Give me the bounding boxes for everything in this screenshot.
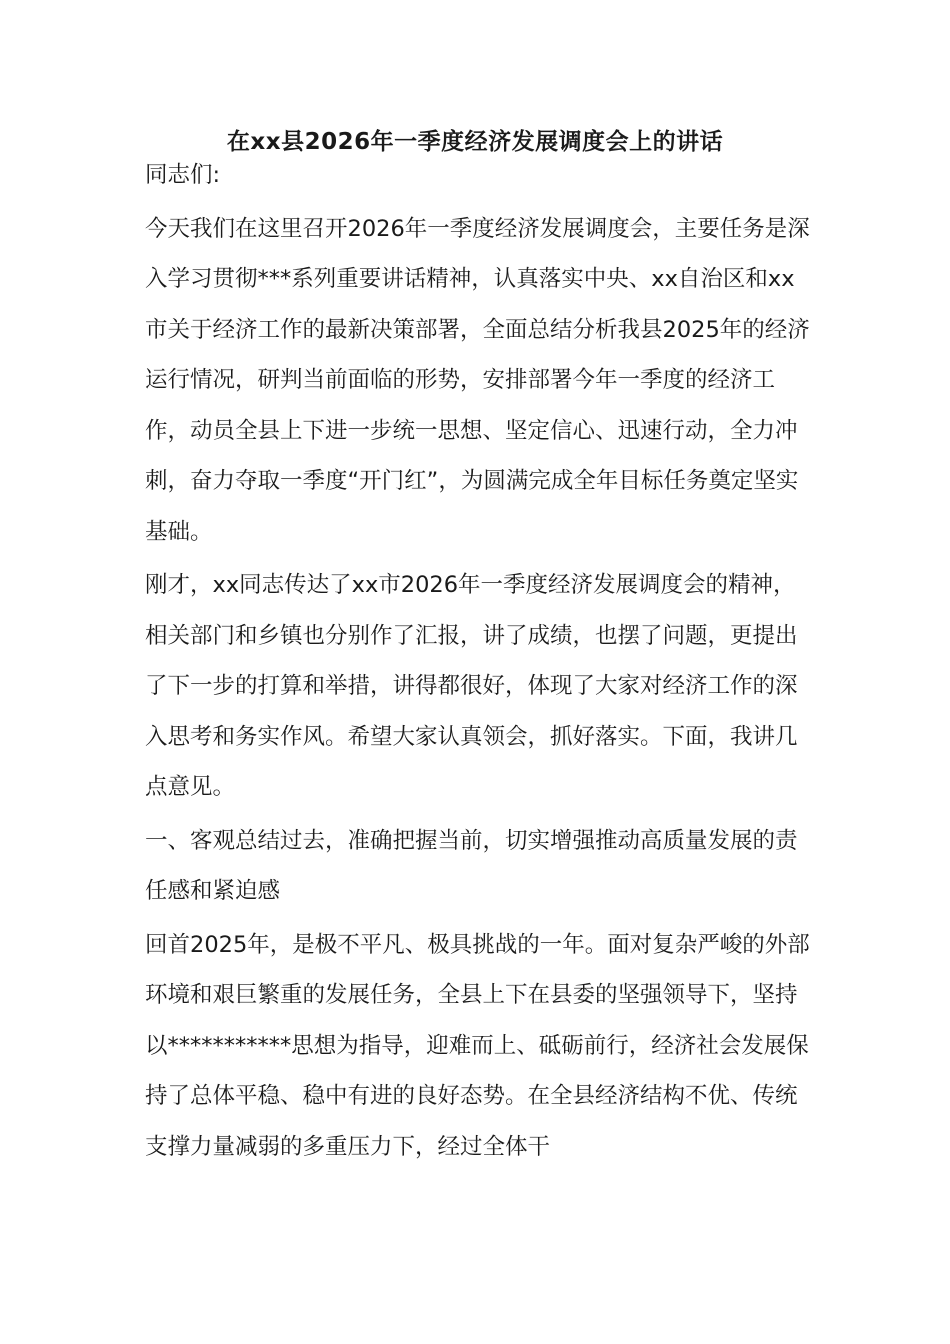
paragraph-opening: 今天我们在这里召开2026年一季度经济发展调度会，主要任务是深入学习贯彻***系列重要讲话精神，认真落实中央、xx自治区和xx市关于经济工作的最新决策部署，全面总结分析我县2025年的经济运行情况，研判当前面临的形势，安排部署今年一季度的经济工作，动员全县上下进一步统一思想、坚定信心、迅速行动，全力冲刺，奋力夺取一季度“开门红”，为圆满完成全年目标任务奠定坚实基础。 xyxy=(145,215,810,545)
paragraph-review: 刚才，xx同志传达了xx市2026年一季度经济发展调度会的精神，相关部门和乡镇也分别作了汇报，讲了成绩，也摆了问题，更提出了下一步的打算和举措，讲得都很好，体现了大家对经济工作的深入思考和务实作风。希望大家认真领会，抓好落实。下面，我讲几点意见。 xyxy=(145,572,798,800)
section-heading-1: 一、客观总结过去，准确把握当前，切实增强推动高质量发展的责任感和紧迫感 xyxy=(145,827,798,904)
salutation: 同志们: xyxy=(145,162,221,188)
paragraph-2025-summary: 回首2025年，是极不平凡、极具挑战的一年。面对复杂严峻的外部环境和艰巨繁重的发展任务，全县上下在县委的坚强领导下，坚持以***********思想为指导，迎难而上、砥砺前行，经济社会发展保持了总体平稳、稳中有进的良好态势。在全县经济结构不优、传统支撑力量减弱的多重压力下，经过全体干 xyxy=(145,931,810,1160)
document-title: 在xx县2026年一季度经济发展调度会上的讲话 xyxy=(226,129,724,155)
document-body xyxy=(145,150,810,1172)
